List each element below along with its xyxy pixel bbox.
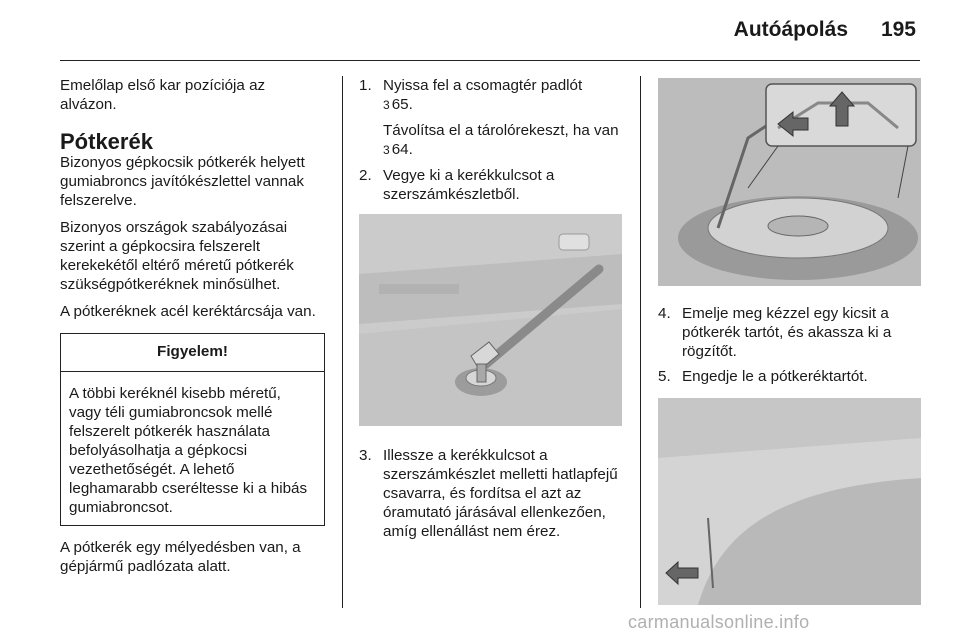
lowering-holder-illustration (658, 398, 921, 605)
column-divider (640, 76, 641, 608)
paragraph: Bizonyos gépkocsik pótkerék helyett gumiabroncs javítókészlettel vannak felszerelve. (60, 154, 305, 209)
watermark: carmanualsonline.info (628, 612, 810, 632)
column-left (60, 76, 325, 584)
step-number: 1. (359, 77, 372, 94)
column-right (658, 78, 923, 605)
page-reference-icon: 3 (383, 143, 390, 157)
warning-text: A többi keréknél kisebb méretű, vagy téli gumiabroncsok mellé felszerelt pótkerék használata befolyásolhatja a gépkocsi vezethetőségét. A lehető leghamarabb cseréltesse ki a hibás gumiabroncsot. (69, 385, 308, 516)
column-divider (342, 76, 343, 608)
spare-wheel-holder-illustration (658, 78, 921, 286)
step-number: 4. (658, 305, 671, 322)
step-number: 5. (658, 368, 671, 385)
warning-box (60, 333, 325, 526)
wrench-bolt-drawing (359, 214, 622, 426)
page-number: 195 (880, 18, 916, 41)
step-1-note (359, 121, 624, 160)
step-1 (359, 76, 624, 115)
paragraph: A pótkeréknek acél keréktárcsája van. (60, 303, 316, 320)
step-text: Nyissa fel a csomagtér padlót (383, 77, 583, 94)
step-number: 2. (359, 167, 372, 184)
spare-wheel-drawing (658, 78, 921, 286)
step-text: Vegye ki a kerékkulcsot a szerszámkészletből. (383, 167, 555, 203)
page-reference: 65. (391, 96, 413, 113)
step-text: Emelje meg kézzel egy kicsit a pótkerék tartót, és akassza ki a rögzítőt. (682, 305, 892, 360)
column-middle (359, 76, 624, 547)
intro-text: Emelőlap első kar pozíciója az alvázon. (60, 77, 266, 113)
paragraph: A pótkerék egy mélyedésben van, a gépjármű padlózata alatt. (60, 539, 301, 575)
wheel-wrench-illustration (359, 214, 622, 426)
step-4 (658, 304, 923, 361)
chapter-title: Autóápolás (733, 18, 848, 41)
page-reference-icon: 3 (383, 98, 390, 112)
lowering-drawing (658, 398, 921, 605)
step-5 (658, 367, 923, 386)
section-heading: Pótkerék (60, 129, 153, 154)
step-3 (359, 446, 624, 541)
page-reference: 64. (391, 141, 413, 158)
step-2 (359, 166, 624, 204)
note-text: Távolítsa el a tárolórekeszt, ha van (383, 122, 619, 139)
step-text: Engedje le a pótkeréktartót. (682, 368, 868, 385)
step-number: 3. (359, 447, 372, 464)
step-text: Illessze a kerékkulcsot a szerszámkészlet melletti hatlapfejű csavarra, és fordítsa el azt az óramutató járásával ellenkezően, amíg ellenállást nem érez. (383, 447, 618, 540)
warning-title: Figyelem! (61, 334, 324, 372)
paragraph: Bizonyos országok szabályozásai szerint a gépkocsira felszerelt kerekekétől eltérő méretű pótkerék szükségpótkeréknek minősülhet. (60, 219, 294, 293)
header-divider (60, 60, 920, 61)
